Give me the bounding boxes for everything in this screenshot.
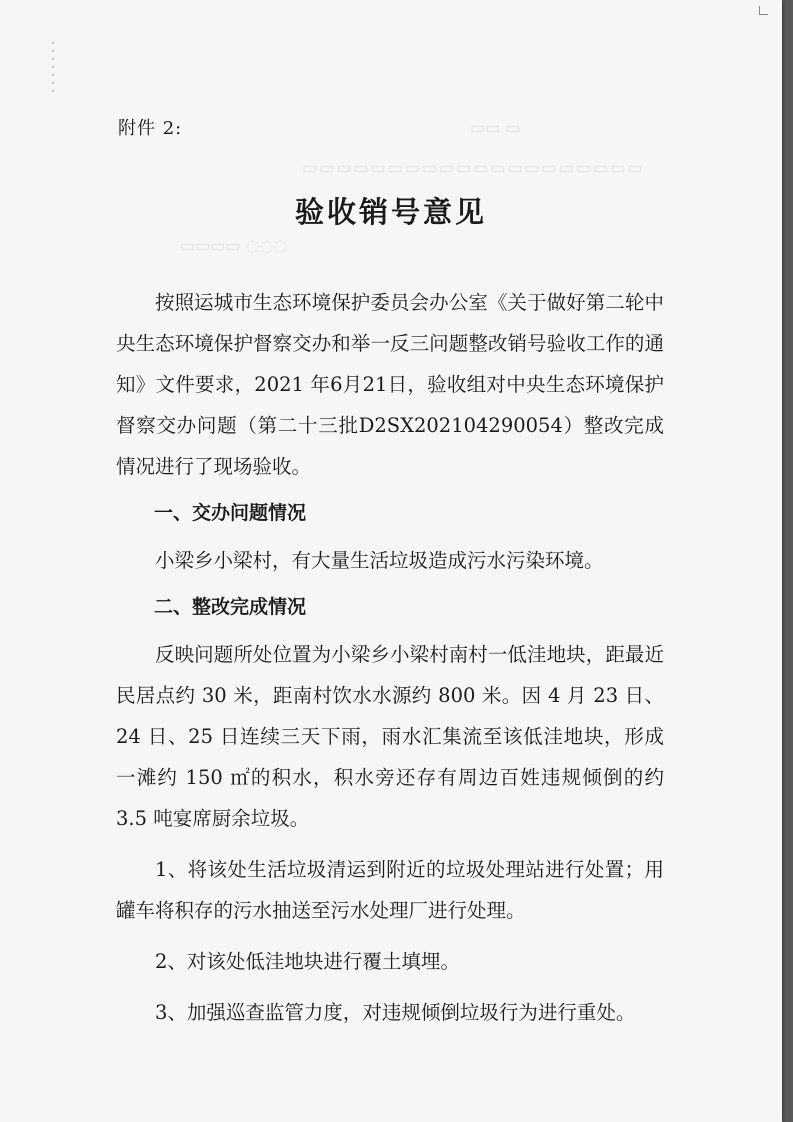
measure-item-1: 1、将该处生活垃圾清运到附近的垃圾处理站进行处置；用罐车将积存的污水抽送至污水处理厂进行处理。 bbox=[116, 858, 664, 922]
issue-description: 小梁乡小梁村，有大量生活垃圾造成污水污染环境。 bbox=[155, 549, 604, 572]
measure-item-2: 2、对该处低洼地块进行覆土填埋。 bbox=[155, 950, 460, 973]
scan-corner-mark bbox=[759, 6, 768, 15]
section-heading-issue: 一、交办问题情况 bbox=[154, 502, 307, 524]
rectification-description: 反映问题所处位置为小梁乡小梁村南村一低洼地块，距最近民居点约 30 米，距南村饮水水源约 800 米。因 4 月 23 日、24 日、25 日连续三天下雨，雨水汇集流至该低洼地块，形成一滩约 150 ㎡的积水，积水旁还存有周边百姓违规倾倒的约 3.5 吨宴席厨余垃圾。 bbox=[116, 643, 664, 830]
document-body bbox=[116, 282, 664, 1033]
scan-artifact bbox=[52, 42, 54, 92]
section-heading-rectification: 二、整改完成情况 bbox=[154, 596, 307, 618]
intro-paragraph: 按照运城市生态环境保护委员会办公室《关于做好第二轮中央生态环境保护督察交办和举一反三问题整改销号验收工作的通知》文件要求，2021 年6月21日，验收组对中央生态环境保护督察交办问题（第二十三批D2SX202104290054）整改完成情况进行了现场验收。 bbox=[116, 291, 664, 478]
bleed-through-mark: ▭ ▭▭ bbox=[470, 118, 521, 137]
attachment-label: 附件 2: bbox=[118, 118, 183, 139]
document-title: 验收销号意见 bbox=[294, 195, 487, 229]
bleed-through-mark: ▭▭▭▭▭▭▭▭▭▭▭▭▭▭▭▭▭▭▭▭ bbox=[300, 158, 643, 177]
bleed-through-mark: ◌◌◌ ▭▭▭▭ bbox=[180, 236, 288, 255]
measure-item-3: 3、加强巡查监管力度，对违规倾倒垃圾行为进行重处。 bbox=[155, 1001, 636, 1024]
